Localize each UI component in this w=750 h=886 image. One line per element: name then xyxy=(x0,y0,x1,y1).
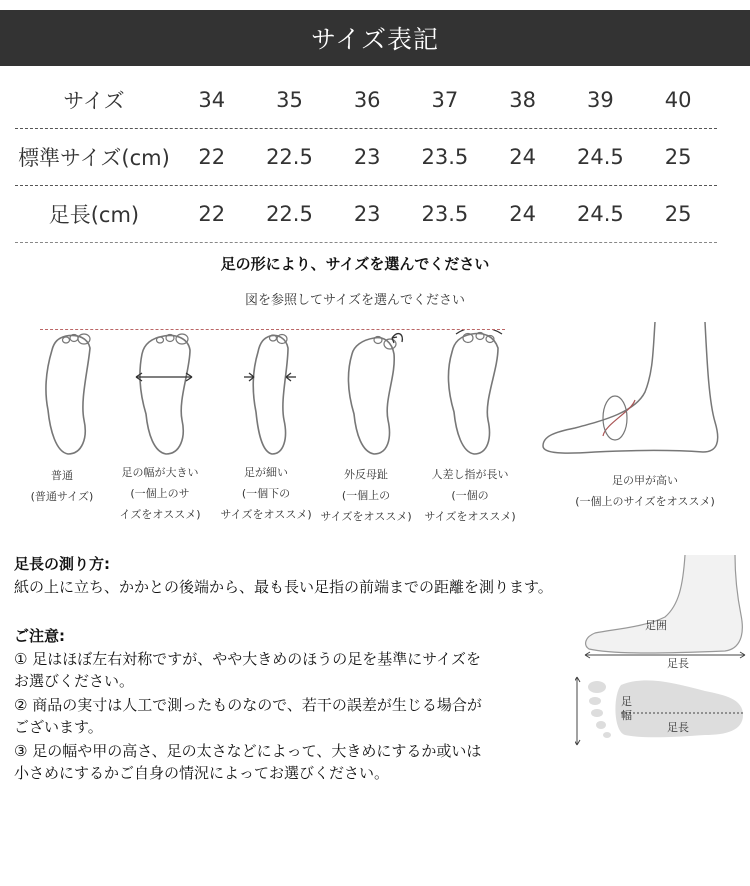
measurement-figure xyxy=(575,555,750,765)
row-label: 標準サイズ(cm) xyxy=(18,146,170,170)
table-cell: 36 xyxy=(353,88,381,112)
table-cell: 25 xyxy=(664,202,692,226)
table-cell: 24.5 xyxy=(577,145,624,169)
width-label: 足幅 xyxy=(621,695,632,722)
page-title: サイズ表記 xyxy=(310,25,439,54)
table-cell: 22 xyxy=(198,202,226,226)
size-table xyxy=(15,72,717,243)
table-cell: 37 xyxy=(431,88,459,112)
table-cell: 34 xyxy=(198,88,226,112)
foot-caption: 足の幅が大きい (一個上のサ イズをオススメ) xyxy=(119,466,201,521)
girth-label: 足囲 xyxy=(645,619,667,632)
bunion-foot-icon xyxy=(340,330,410,460)
table-cell: 22 xyxy=(198,145,226,169)
header-bar xyxy=(0,10,750,66)
table-cell: 23 xyxy=(353,145,381,169)
guide-subtitle: 図を参照してサイズを選んでください xyxy=(245,293,465,308)
notes-title: ご注意: xyxy=(14,627,65,645)
length-label: 足長 xyxy=(667,657,689,670)
foot-caption: 足が細い (一個下の サイズをオススメ) xyxy=(220,466,312,521)
length2-label: 足長 xyxy=(667,721,689,734)
table-cell: 40 xyxy=(664,88,692,112)
table-cell: 23.5 xyxy=(421,145,469,169)
table-cell: 24 xyxy=(509,202,537,226)
table-cell: 23.5 xyxy=(421,202,469,226)
row-label: 足長(cm) xyxy=(48,203,140,227)
wide-foot-icon xyxy=(134,330,196,460)
table-cell: 24 xyxy=(509,145,537,169)
foot-caption: 普通 (普通サイズ) xyxy=(30,469,94,503)
side-foot-caption: 足の甲が高い (一個上のサイズをオススメ) xyxy=(575,474,715,508)
row-label: サイズ xyxy=(63,89,125,113)
normal-foot-icon xyxy=(38,330,100,460)
narrow-foot-icon xyxy=(240,330,302,460)
measure-body: 紙の上に立ち、かかとの後端から、最も長い足指の前端までの距離を測ります。 xyxy=(14,578,553,596)
table-cell: 35 xyxy=(276,88,303,112)
note-item: ② 商品の実寸は人工で測ったものなので、若干の誤差が生じる場合が ございます。 xyxy=(14,696,482,736)
measure-title: 足長の測り方: xyxy=(14,555,110,573)
table-cell: 23 xyxy=(353,202,381,226)
table-cell: 25 xyxy=(664,145,692,169)
table-row xyxy=(15,186,717,243)
table-cell: 24.5 xyxy=(577,202,624,226)
table-cell: 22.5 xyxy=(266,202,313,226)
note-item: ③ 足の幅や甲の高さ、足の太さなどによって、大きめにするか或いは 小さめにするかご自身の情況によってお選びください。 xyxy=(14,742,482,782)
high-instep-foot-icon xyxy=(535,322,725,472)
table-cell: 39 xyxy=(587,88,614,112)
table-row xyxy=(15,72,717,129)
note-item: ① 足はほぼ左右対称ですが、やや大きめのほうの足を基準にサイズを お選びください。 xyxy=(14,650,482,690)
foot-caption: 外反母趾 (一個上の サイズをオススメ) xyxy=(320,468,412,523)
table-row xyxy=(15,129,717,186)
table-cell: 38 xyxy=(509,88,537,112)
long-toe-foot-icon xyxy=(440,330,510,460)
guide-title: 足の形により、サイズを選んでください xyxy=(220,255,490,273)
table-cell: 22.5 xyxy=(266,145,313,169)
foot-caption: 人差し指が長い (一個の サイズをオススメ) xyxy=(424,468,516,523)
